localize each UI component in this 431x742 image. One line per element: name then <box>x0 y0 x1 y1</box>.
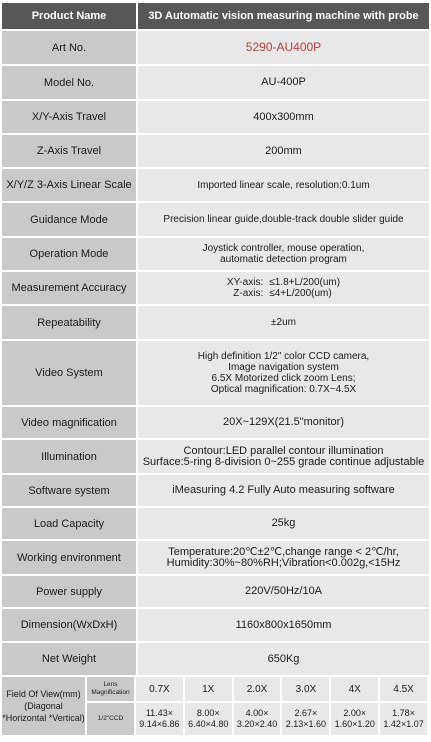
operation-label: Operation Mode <box>2 238 138 270</box>
lens-label-line-2: Magnification <box>91 689 130 696</box>
accuracy-row <box>2 272 429 306</box>
fov-diag: 4.00× <box>245 708 269 718</box>
operation-line-1: Joystick controller, mouse operation, <box>202 243 365 254</box>
fov-mag-cell: 2.0X <box>234 677 283 703</box>
fov-grid <box>87 677 429 735</box>
model-no-label: Model No. <box>2 66 138 99</box>
environment-line-1: Temperature:20℃±2℃,change range < 2℃/hr, <box>168 545 399 558</box>
accuracy-z-axis: Z-axis: <box>233 288 264 299</box>
model-no-value: AU-400P <box>138 66 429 99</box>
linear-scale-value: Imported linear scale, resolution:0.1um <box>138 169 429 201</box>
fov-diag: 11.43× <box>145 708 173 718</box>
header-value: 3D Automatic vision measuring machine with probe <box>138 3 429 29</box>
illumination-line-2: Surface:5-ring 8-division 0~255 grade continue adjustable <box>142 455 425 468</box>
load-label: Load Capacity <box>2 508 138 539</box>
linear-scale-label: X/Y/Z 3-Axis Linear Scale <box>2 169 138 201</box>
linear-scale-row <box>2 169 429 203</box>
dimension-row <box>2 609 429 643</box>
guidance-row <box>2 203 429 238</box>
video-mag-value: 20X~129X(21.5"monitor) <box>138 407 429 438</box>
header-label: Product Name <box>2 3 138 29</box>
accuracy-xy-axis: XY-axis: <box>226 277 264 288</box>
fov-dim-cell <box>380 703 429 737</box>
xy-travel-row <box>2 101 429 135</box>
weight-label: Net Weight <box>2 643 138 675</box>
z-travel-label: Z-Axis Travel <box>2 135 138 167</box>
fov-dim-cell <box>331 703 380 737</box>
z-travel-value: 200mm <box>138 135 429 167</box>
video-system-value <box>138 341 429 405</box>
fov-hv: 3.20×2.40 <box>236 719 278 729</box>
fov-section <box>2 677 429 735</box>
fov-mag-cell: 4X <box>331 677 380 703</box>
illumination-line-1: Contour:LED parallel contour illumination <box>183 444 384 457</box>
software-row <box>2 475 429 508</box>
fov-hv: 9.14×6.86 <box>139 719 180 729</box>
xy-travel-value: 400x300mm <box>138 101 429 133</box>
art-no-label: Art No. <box>2 31 138 64</box>
fov-hv: 1.60×1.20 <box>334 719 375 729</box>
video-system-line-2: Image navigation system <box>228 362 339 373</box>
load-value: 25kg <box>138 508 429 539</box>
dimension-label: Dimension(WxDxH) <box>2 609 138 641</box>
load-row <box>2 508 429 541</box>
power-value: 220V/50Hz/10A <box>138 576 429 607</box>
spec-table <box>2 3 429 735</box>
fov-diag: 1.78× <box>392 708 415 718</box>
illumination-value <box>138 440 429 473</box>
fov-mag-cell: 1X <box>185 677 234 703</box>
fov-mag-cell: 3.0X <box>282 677 331 703</box>
fov-diag: 2.00× <box>343 708 367 718</box>
model-no-row <box>2 66 429 101</box>
fov-dim-cell <box>282 703 331 737</box>
lens-label-line-1: Lens <box>103 681 118 688</box>
header-row <box>2 3 429 31</box>
video-system-label: Video System <box>2 341 138 405</box>
fov-dim-cell <box>234 703 283 737</box>
environment-value <box>138 541 429 574</box>
fov-diag: 8.00× <box>196 708 220 718</box>
accuracy-value <box>138 272 429 304</box>
power-row <box>2 576 429 609</box>
fov-dim-cell <box>136 703 185 737</box>
z-travel-row <box>2 135 429 169</box>
guidance-value: Precision linear guide,double-track double slider guide <box>138 203 429 236</box>
software-value: iMeasuring 4.2 Fully Auto measuring software <box>138 475 429 506</box>
accuracy-xy-value: ≤1.8+L/200(um) <box>269 277 341 288</box>
guidance-label: Guidance Mode <box>2 203 138 236</box>
environment-line-2: Humidity:30%~80%RH;Vibration<0.002g,<15Hz <box>166 556 401 569</box>
operation-row <box>2 238 429 272</box>
fov-label <box>2 677 87 735</box>
fov-hv: 2.13×1.60 <box>285 719 327 729</box>
operation-line-2: automatic detection program <box>220 254 347 265</box>
fov-label-line-1: Field Of View(mm) <box>6 689 81 699</box>
lens-magnification-label <box>87 677 136 703</box>
environment-label: Working environment <box>2 541 138 574</box>
art-no-row <box>2 31 429 66</box>
repeatability-value: ±2um <box>138 306 429 339</box>
video-system-line-4: Optical magnification: 0.7X~4.5X <box>210 384 357 395</box>
video-mag-label: Video magnification <box>2 407 138 438</box>
xy-travel-label: X/Y-Axis Travel <box>2 101 138 133</box>
art-no-value: 5290-AU400P <box>138 31 429 64</box>
power-label: Power supply <box>2 576 138 607</box>
fov-label-line-3: *Horizontal *Vertical) <box>2 713 85 723</box>
repeatability-row <box>2 306 429 341</box>
video-system-row <box>2 341 429 407</box>
video-system-line-3: 6.5X Motorized click zoom Lens; <box>211 373 356 384</box>
operation-value <box>138 238 429 270</box>
weight-value: 650Kg <box>138 643 429 675</box>
environment-row <box>2 541 429 576</box>
video-system-line-1: High definition 1/2" color CCD camera, <box>197 351 370 362</box>
software-label: Software system <box>2 475 138 506</box>
accuracy-label: Measurement Accuracy <box>2 272 138 304</box>
fov-dim-cell <box>185 703 234 737</box>
weight-row <box>2 643 429 677</box>
fov-mag-cell: 0.7X <box>136 677 185 703</box>
fov-hv: 1.42×1.07 <box>383 719 424 729</box>
repeatability-label: Repeatability <box>2 306 138 339</box>
ccd-label: 1/2"CCD <box>87 703 136 737</box>
dimension-value: 1160x800x1650mm <box>138 609 429 641</box>
video-mag-row <box>2 407 429 440</box>
fov-hv: 6.40×4.80 <box>188 719 229 729</box>
fov-label-line-2: (Diagonal <box>24 701 63 711</box>
fov-diag: 2.67× <box>294 708 318 718</box>
illumination-label: Illumination <box>2 440 138 473</box>
illumination-row <box>2 440 429 475</box>
fov-mag-cell: 4.5X <box>380 677 429 703</box>
accuracy-z-value: ≤4+L/200(um) <box>269 288 332 299</box>
